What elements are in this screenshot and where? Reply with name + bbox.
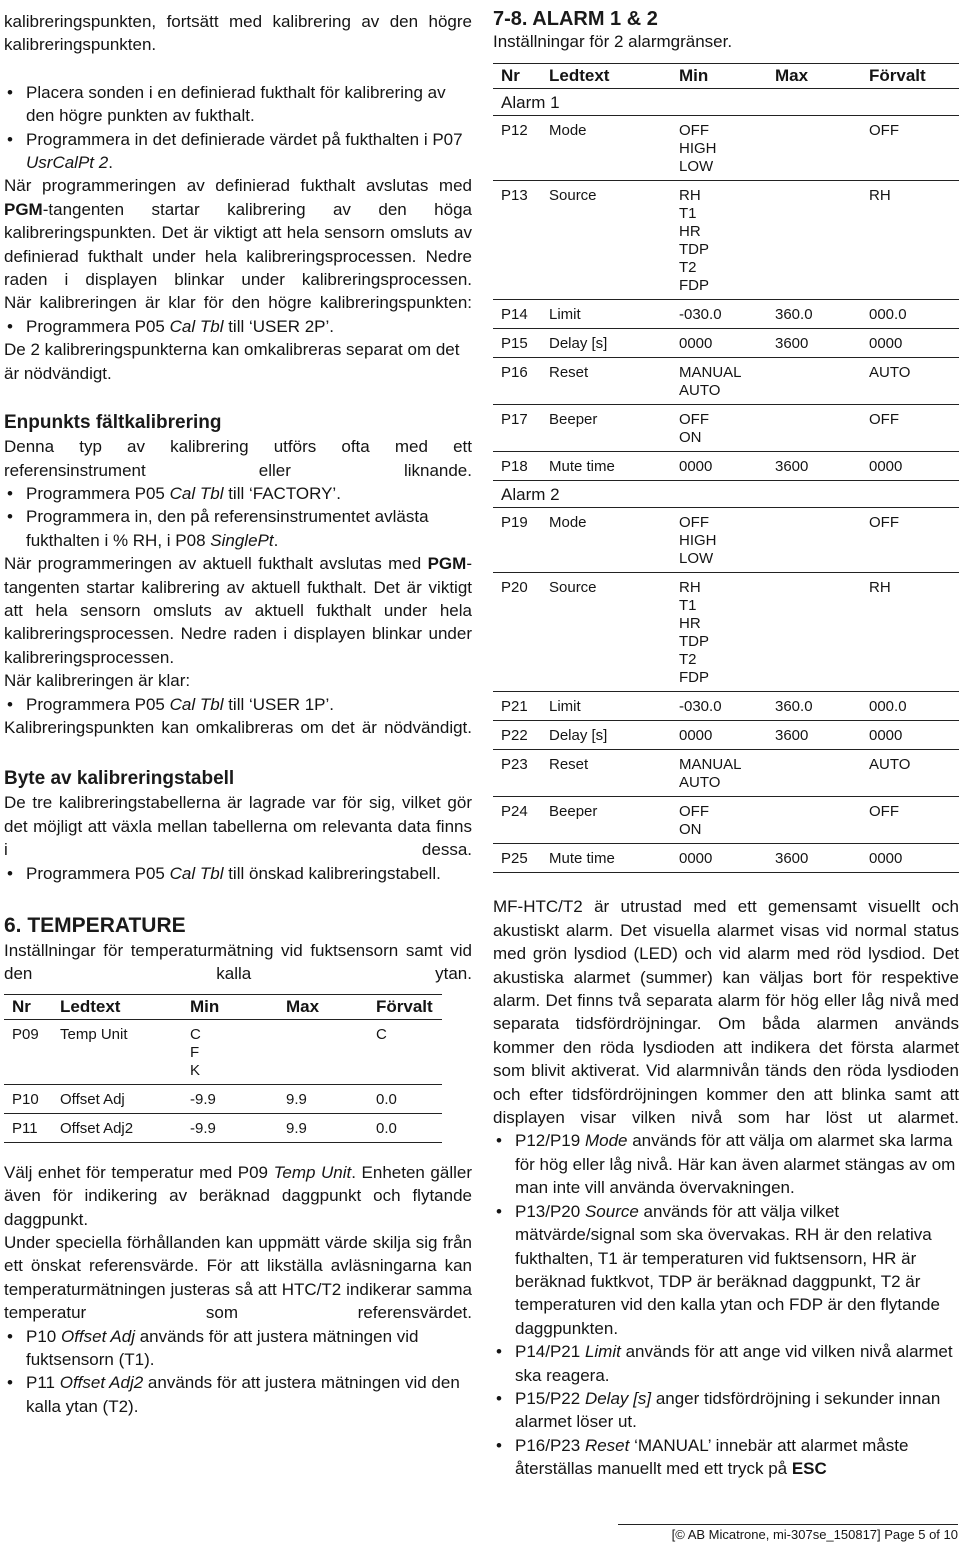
right-column [493,0,959,1481]
paragraph: De tre kalibreringstabellerna är lagrade var för sig, vilket gör det möjligt att växla mellan tabellerna om relevanta data finns i dessa. [4,793,472,860]
section-heading: Enpunkts fältkalibrering [4,412,222,434]
paragraph: MF-HTC/T2 är utrustad med ett gemensamt visuellt och akustiskt alarm. Det visuella alarmet visas vid normal status med grön lysdiod (LED) och vid alarm med röd lysdiod. Det akustiska alarmet (summer) kan väljas bort för respektive alarm. Det finns två separata alarm för hög eller låg nivå med separata tidsfördröjningar. Om båda alarmen används kommer den röda lysdioden att indikera det första alarmet som blivit aktiverat. Vid alarmnivån tänds den röda lysdioden och efter tidsfördröjningen kommer den att blinka samt att displayen visar vilken nivå som har löst ut alarmet. [493,897,959,1128]
table-row: P18 Mute time 0000 3600 0000 [493,452,959,481]
alarm-table [493,63,959,873]
table-row: P23 Reset MANUAL AUTO AUTO [493,750,959,797]
paragraph: När kalibreringen är klar för den högre kalibreringspunkten: [4,293,472,313]
paragraph: När programmeringen av aktuell fukthalt avslutas med PGM-tangenten startar kalibrering av aktuell fukthalt. Det är viktigt att hela sensorn omsluts av aktuell fukthalt under hela kalibreringsprocessen. Nedre raden i displayen blinkar under kalibreringsprocessen. [4,554,472,667]
list-item: • P13/P20 Source används för att välja vilket mätvärde/signal som ska övervakas. RH är den relativa fukthalten, T1 är temperaturen vid fuktsensorn, HR är beräknad fuktkvot, TDP är beräknad daggpunkt, T2 är temperaturen vid den kalla ytan och FDP är den flytande daggpunkten. [496,1201,940,1338]
page-footer: [© AB Micatrone, mi-307se_150817] Page 5 of 10 [618,1524,958,1543]
intro-paragraph: kalibreringspunkten, fortsätt med kalibrering av den högre kalibreringspunkten. [4,12,472,55]
list-item: • P14/P21 Limit används för att ange vid vilken nivå alarmet ska reagera. [496,1342,953,1385]
table-row: P19 Mode OFF HIGH LOW OFF [493,508,959,573]
table-row: P24 Beeper OFF ON OFF [493,797,959,844]
table-row: P12 Mode OFF HIGH LOW OFF [493,116,959,181]
table-row: P11 Offset Adj2 -9.9 9.9 0.0 [4,1113,442,1142]
list-item: • P10 Offset Adj används för att justera mätningen vid fuktsensorn (T1). [7,1326,419,1370]
paragraph: Denna typ av kalibrering utförs ofta med ett referensinstrument eller liknande. [4,437,472,480]
paragraph: Under speciella förhållanden kan uppmätt värde skilja sig från ett önskat referensvärde. För att likställa avläsningarna kan temperaturmätningen justeras så att HTC/T2 indikerar samma temperatur som referensvärdet. [4,1233,472,1323]
table-row: P25 Mute time 0000 3600 0000 [493,844,959,873]
list-item: • P15/P22 Delay [s] anger tidsfördröjning i sekunder innan alarmet löser ut. [496,1388,941,1432]
paragraph: De 2 kalibreringspunkterna kan omkalibreras separat om det är nödvändigt. [4,340,460,383]
temperature-table [4,994,442,1143]
list-item: • Programmera P05 Cal Tbl till ‘FACTORY’. [7,483,341,503]
list-item: • Programmera P05 Cal Tbl till ‘USER 2P’. [7,316,335,336]
table-group-row: Alarm 2 [493,481,959,508]
table-row: P14 Limit -030.0 360.0 000.0 [493,300,959,329]
table-row: P17 Beeper OFF ON OFF [493,405,959,452]
list-item: • Programmera in det definierade värdet på fukthalten i P07 UsrCalPt 2. [7,129,463,173]
section-heading: 7-8. ALARM 1 & 2 [493,8,658,30]
table-header-row: Nr Ledtext Min Max Förvalt [4,994,442,1019]
list-item: • Placera sonden i en definierad fukthalt för kalibrering av den högre punkten av fukthalt. [7,82,446,126]
paragraph: Inställningar för temperaturmätning vid fuktsensorn samt vid den kalla ytan. [4,941,472,984]
table-row: P16 Reset MANUAL AUTO AUTO [493,358,959,405]
table-row: P22 Delay [s] 0000 3600 0000 [493,721,959,750]
table-row: P20 Source RH T1 HR TDP T2 FDP RH [493,573,959,692]
table-row: P15 Delay [s] 0000 3600 0000 [493,329,959,358]
table-row: P10 Offset Adj -9.9 9.9 0.0 [4,1084,442,1113]
paragraph: Välj enhet för temperatur med P09 Temp Unit. Enheten gäller även för indikering av beräknad daggpunkt och flytande daggpunkt. [4,1162,472,1229]
table-group-row: Alarm 1 [493,89,959,116]
list-item: • P16/P23 Reset ‘MANUAL’ innebär att alarmet måste återställas manuellt med ett tryck på ESC [496,1435,909,1479]
list-item: • P12/P19 Mode används för att välja om alarmet ska larma för hög eller låg nivå. Här kan även alarmet stängas av om man inte vill använda övervakningen. [496,1131,956,1198]
paragraph: När kalibreringen är klar: [4,671,191,691]
left-column [4,0,472,1418]
table-row: P21 Limit -030.0 360.0 000.0 [493,692,959,721]
paragraph: När programmeringen av definierad fukthalt avslutas med PGM-tangenten startar kalibrering av den höga kalibreringspunkten. Det är viktigt att hela sensorn omsluts av definierad fukthalt under hela kalibreringsprocessen. Nedre raden i displayen blinkar under kalibreringsprocessen. [4,176,472,290]
section-heading: 6. TEMPERATURE [4,914,186,937]
section-heading: Byte av kalibreringstabell [4,768,235,790]
list-item: • Programmera P05 Cal Tbl till ‘USER 1P’. [7,694,335,714]
table-header-row: Nr Ledtext Min Max Förvalt [493,64,959,89]
list-item: • P11 Offset Adj2 används för att justera mätningen vid den kalla ytan (T2). [7,1373,460,1416]
table-row: P09 Temp Unit C F K C [4,1019,442,1084]
list-item: • Programmera in, den på referensinstrumentet avlästa fukthalten i % RH, i P08 SinglePt. [7,507,429,550]
subtitle: Inställningar för 2 alarmgränser. [493,32,733,51]
list-item: • Programmera P05 Cal Tbl till önskad kalibreringstabell. [7,863,441,883]
table-row: P13 Source RH T1 HR TDP T2 FDP RH [493,181,959,300]
paragraph: Kalibreringspunkten kan omkalibreras om det är nödvändigt. [4,717,472,737]
